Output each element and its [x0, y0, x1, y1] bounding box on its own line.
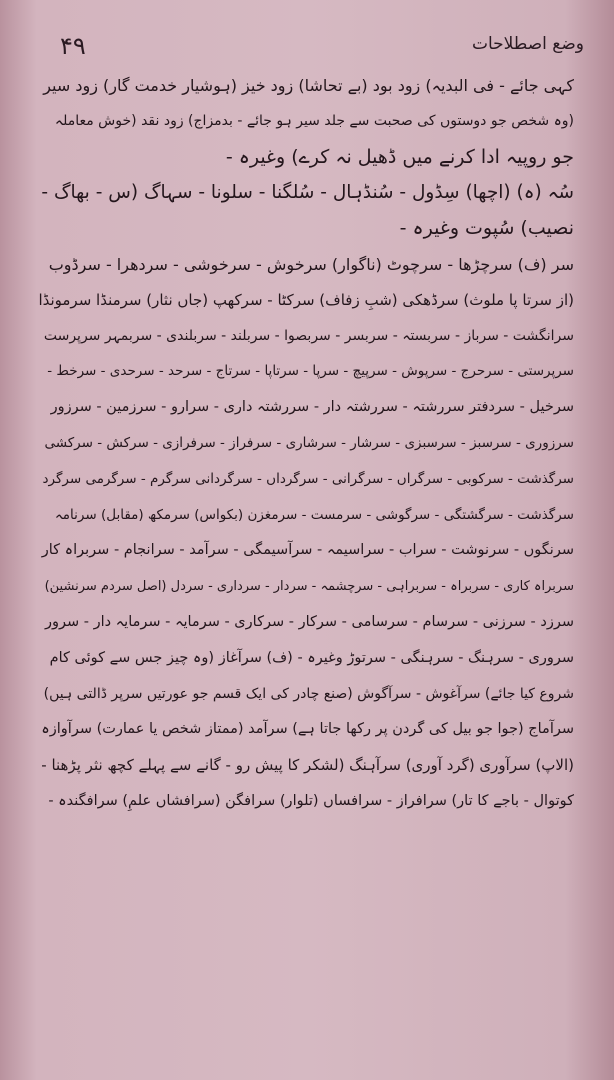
text-line: سرپرستی - سرحرج - سرپوش - سرپیچ - سرپا - سرتاپا - سرتاج - سرحد - سرحدی - سرخط - — [47, 363, 574, 380]
text-line: (از سرتا پا ملوث) سرڈھکی (شبِ زفاف) سرکٹا - سرکھپ (جاں نثار) سرمنڈا سرمونڈا — [38, 290, 574, 309]
text-line: (وہ شخص جو دوستوں کی صحبت سے جلد سیر ہو جائے - بدمزاج) زود نقد (خوش معاملہ — [54, 112, 574, 129]
text-line: سرخیل - سردفتر سررشتہ - سررشتہ دار - سررشتہ داری - سرارو - سرزمین - سرزور — [50, 399, 574, 416]
text-line: سرزد - سرزنی - سرسام - سرسامی - سرکار - سرکاری - سرمایہ - سرمایہ دار - سرور — [44, 613, 574, 630]
running-title: وضع اصطلاحات — [471, 34, 584, 54]
text-line: سرزوری - سرسبز - سرسبزی - سرشار - سرشاری - سرفراز - سرفرازی - سرکش - سرکشی — [44, 434, 574, 451]
text-line: سرآماج (جوا جو بیل کی گردن پر رکھا جاتا ہے) سرآمد (ممتاز شخص یا عمارت) سرآوازہ — [41, 721, 574, 738]
text-line: سُہ (ہ) (اچھا) سِڈول - سُنڈہال - سُلگنا - سلونا - سہاگ (س - بھاگ - — [41, 182, 574, 204]
text-line: سرگذشت - سرگشتگی - سرگوشی - سرمست - سرمغزن (بکواس) سرمکھ (مقابل) سرنامہ — [54, 506, 574, 523]
text-line: سرنگوں - سرنوشت - سراب - سراسیمہ - سرآسیمگی - سرآمد - سرانجام - سربراہ کار — [41, 542, 574, 559]
text-line: کہی جائے - فی البدیہ) زود بود (بے تحاشا) زود خیز (ہوشیار خدمت گار) زود سیر — [43, 76, 574, 95]
text-line: سر (ف) سرچڑھا - سرچوٹ (ناگوار) سرخوش - سرخوشی - سردھرا - سرڈوب — [48, 254, 574, 274]
text-line: (الاپ) سرآوری (گرد آوری) سرآہنگ (لشکر کا پیش رو - گانے سے پہلے کچھ نثر پڑھنا - — [41, 756, 574, 775]
text-line: سربراہ کاری - سربراہ - سربراہی - سرچشمہ - سردار - سرداری - سردل (اصل سردم سرنشین) — [44, 579, 574, 595]
text-line: نصیب) سُپوت وغیرہ - — [399, 217, 574, 240]
page-header — [30, 26, 584, 66]
text-line: سرانگشت - سرباز - سربستہ - سربسر - سربصوا - سربلند - سربلندی - سربمہر سرپرست — [43, 327, 574, 344]
text-line: شروع کیا جائے) سرآغوش - سرآگوش (صنع چادر کی ایک قسم جو عورتیں سرپر ڈالتی ہیں) — [43, 685, 574, 702]
text-line: سرگذشت - سرکوبی - سرگراں - سرگرانی - سرگرداں - سرگردانی سرگرم - سرگرمی سرگرد — [42, 470, 574, 487]
page-number: ۴۹ — [60, 32, 86, 60]
body-text — [38, 68, 574, 820]
text-line: کوتوال - باجے کا تار) سرافراز - سرافساں (تلوار) سرافگن (سرافشاں علمِ) سرافگندہ - — [48, 792, 574, 809]
text-line: جو روپیہ ادا کرنے میں ڈھیل نہ کرے) وغیرہ - — [225, 145, 574, 168]
text-line: سروری - سرہنگ - سرہنگی - سرتوڑ وغیرہ - (ف) سرآغاز (وہ چیز جس سے کوئی کام — [49, 649, 574, 666]
